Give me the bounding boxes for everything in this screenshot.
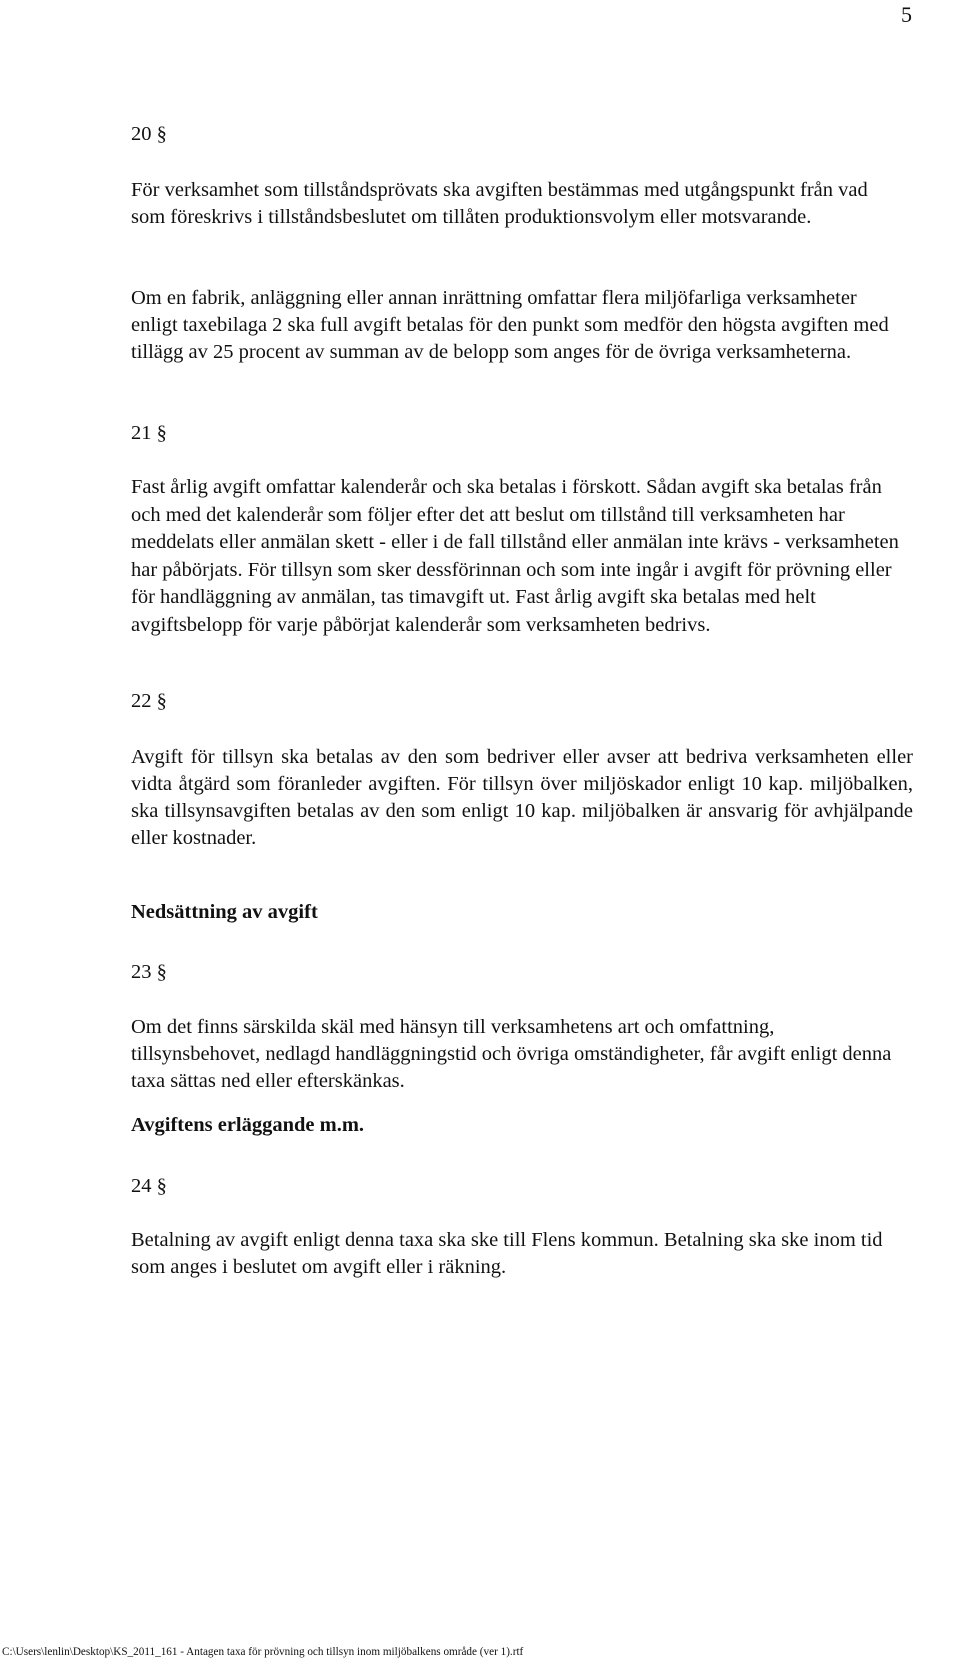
page-number: 5	[901, 2, 912, 27]
heading-nedsattning: Nedsättning av avgift	[131, 901, 318, 923]
section-22-label: 22 §	[131, 690, 167, 712]
file-path-footer: C:\Users\lenlin\Desktop\KS_2011_161 - Antagen taxa för prövning och tillsyn inom miljöbalkens område (ver 1).rtf	[2, 1646, 524, 1658]
section-24-label: 24 §	[131, 1175, 167, 1197]
section-20-paragraph-2: Om en fabrik, anläggning eller annan inrättning omfattar flera miljöfarliga verksamheter enligt taxebilaga 2 ska full avgift betalas för den punkt som medför den högsta avgiften med tillägg av 25 procent av summan av de belopp som anges för de övriga verksamheterna.	[131, 287, 889, 363]
section-23-paragraph: Om det finns särskilda skäl med hänsyn till verksamhetens art och omfattning, tillsynsbehovet, nedlagd handläggningstid och övriga omständigheter, får avgift enligt denna taxa sättas ned eller efterskänkas.	[131, 1016, 892, 1092]
section-23-label: 23 §	[131, 961, 167, 983]
section-24-paragraph: Betalning av avgift enligt denna taxa ska ske till Flens kommun. Betalning ska ske inom tid som anges i beslutet om avgift eller i räkning.	[131, 1229, 883, 1278]
section-21-paragraph: Fast årlig avgift omfattar kalenderår och ska betalas i förskott. Sådan avgift ska betalas från och med det kalenderår som följer efter det att beslut om tillstånd till verksamheten har meddelats eller anmälan skett - eller i de fall tillstånd eller anmälan inte krävs - verksamheten har påbörjats. För tillsyn som sker dessförinnan och som inte ingår i avgift för prövning eller för handläggning av anmälan, tas timavgift ut. Fast årlig avgift ska betalas med helt avgiftsbelopp för varje påbörjat kalenderår som verksamheten bedrivs.	[131, 476, 899, 636]
section-20-paragraph-1: För verksamhet som tillståndsprövats ska avgiften bestämmas med utgångspunkt från vad som föreskrivs i tillståndsbeslutet om tillåten produktionsvolym eller motsvarande.	[131, 179, 868, 228]
section-21-label: 21 §	[131, 422, 167, 444]
heading-erlaggande: Avgiftens erläggande m.m.	[131, 1114, 365, 1136]
section-20-label: 20 §	[131, 123, 167, 145]
section-22-paragraph: Avgift för tillsyn ska betalas av den som bedriver eller avser att bedriva verksamheten eller vidta åtgärd som föranleder avgiften. För tillsyn över miljöskador enligt 10 kap. miljöbalken, ska tillsynsavgiften betalas av den som enligt 10 kap. miljöbalken är ansvarig för avhjälpande eller kostnader.	[131, 746, 913, 849]
